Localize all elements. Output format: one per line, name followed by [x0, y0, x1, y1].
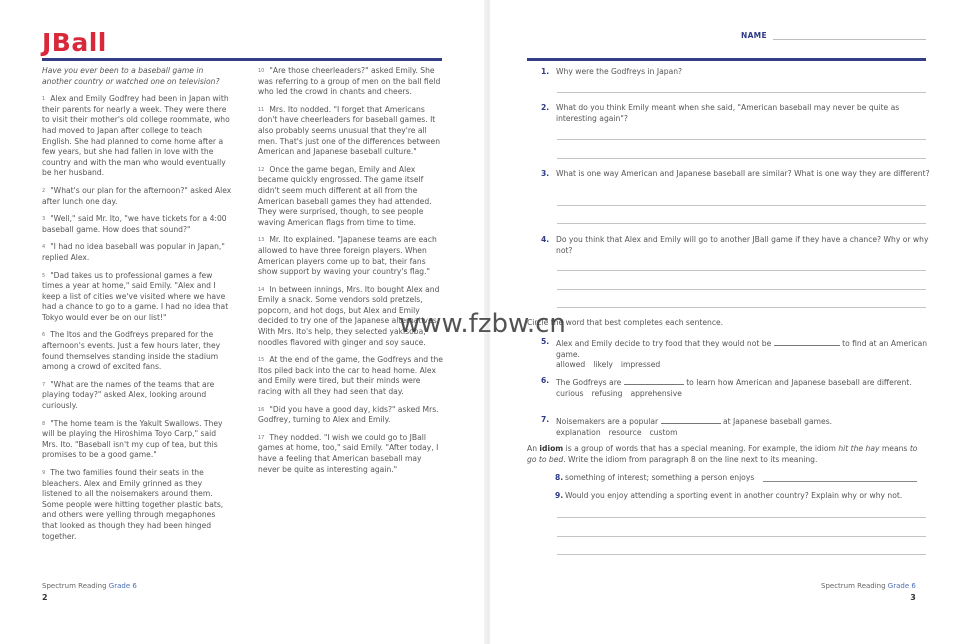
idiom-text: An [527, 444, 540, 453]
answer-line[interactable] [557, 223, 926, 224]
paragraph-text: At the end of the game, the Godfreys and the Itos piled back into the car to head home. Alex and Emily were tired, but their minds were racing with all they had seen that day. [258, 355, 443, 397]
story-paragraph [258, 355, 443, 397]
question-6 [541, 376, 931, 399]
series-name: Spectrum Reading [821, 582, 888, 590]
paragraph-text: "I had no idea baseball was popular in Japan," replied Alex. [42, 242, 225, 262]
answer-line[interactable] [557, 554, 926, 555]
choice-word[interactable]: explanation [556, 427, 601, 437]
question-2 [541, 103, 931, 124]
fill-in-blank[interactable] [774, 337, 840, 346]
sentence-start: Noisemakers are a popular [556, 417, 659, 426]
question-9 [555, 491, 935, 502]
question-text: something of interest; something a person enjoys [565, 473, 755, 482]
paragraph-text: "What's our plan for the afternoon?" asked Alex after lunch one day. [42, 185, 232, 206]
question-number: 3. [541, 169, 550, 178]
paragraph-number: 16 [258, 406, 265, 413]
paragraph-number: 3 [42, 216, 46, 223]
fill-in-blank[interactable] [624, 376, 684, 385]
paragraph-text: "Dad takes us to professional games a few times a year at home," said Emily. "Alex and I keep a list of cities we've visited where we have had a chance to go to a game. I had no idea that Tokyo would ever be on our list!" [42, 270, 229, 322]
question-text: What is one way American and Japanese baseball are similar? What is one way they are different? [556, 169, 930, 178]
word-choices [556, 428, 931, 439]
word-choice-instruction: Circle the word that best completes each sentence. [527, 318, 724, 327]
page-number: 3 [910, 593, 916, 602]
paragraph-text: "Well," said Mr. Ito, "we have tickets for a 4:00 baseball game. How does that sound?" [42, 214, 227, 234]
question-5 [541, 337, 931, 371]
paragraph-number: 5 [42, 272, 46, 279]
question-number: 8. [555, 473, 564, 482]
sentence-start: Alex and Emily decide to try food that they would not be [556, 339, 772, 348]
word-choices [556, 360, 931, 371]
answer-line[interactable] [557, 517, 926, 518]
question-number: 2. [541, 103, 550, 112]
story-paragraph [42, 94, 232, 179]
answer-line[interactable] [557, 92, 926, 93]
idiom-text: is a group of words that has a special meaning. For example, the idiom [563, 444, 839, 453]
left-page-footer [42, 582, 137, 602]
grade-label: Grade 6 [887, 582, 916, 590]
right-page-footer [821, 582, 916, 602]
choice-word[interactable]: apprehensive [630, 388, 682, 398]
story-paragraph [258, 165, 443, 229]
story-paragraph [258, 235, 443, 277]
answer-line[interactable] [557, 270, 926, 271]
story-column-1 [42, 66, 232, 549]
grade-label: Grade 6 [108, 582, 137, 590]
paragraph-text: "Are those cheerleaders?" asked Emily. She was referring to a group of men on the ball field who led the crowd in chants and cheers. [258, 66, 441, 97]
paragraph-text: Once the game began, Emily and Alex became quickly engrossed. The game itself didn't seem much different at all from the American baseball games they had attended. They were surprised, though, to see people waving American flags from time to time. [258, 164, 432, 227]
question-1 [541, 67, 931, 78]
sentence-start: The Godfreys are [556, 378, 622, 387]
idiom-instruction [527, 444, 927, 465]
story-intro: Have you ever been to a baseball game in another country or watched one on television? [42, 66, 220, 86]
idiom-text: . Write the idiom from paragraph 8 on the line next to its meaning. [563, 454, 818, 464]
story-title: JBall [42, 28, 107, 57]
choice-word[interactable]: allowed [556, 360, 586, 370]
paragraph-number: 11 [258, 106, 265, 113]
story-paragraph [258, 405, 443, 426]
questions-rule [527, 58, 926, 61]
story-paragraph [42, 330, 232, 372]
question-number: 7. [541, 415, 550, 424]
series-name: Spectrum Reading [42, 582, 109, 590]
paragraph-number: 17 [258, 434, 265, 441]
question-3 [541, 169, 931, 180]
idiom-example: hit the hay [838, 444, 880, 453]
question-text: What do you think Emily meant when she said, "American baseball may never be quite as interesting again"? [556, 103, 900, 123]
story-paragraph [42, 380, 232, 412]
idiom-answer-line[interactable] [763, 481, 917, 482]
choice-word[interactable]: curious [556, 388, 584, 398]
word-choices [556, 389, 931, 400]
answer-line[interactable] [557, 289, 926, 290]
paragraph-text: "Did you have a good day, kids?" asked Mrs. Godfrey, turning to Alex and Emily. [258, 404, 439, 425]
paragraph-number: 7 [42, 381, 46, 388]
question-4 [541, 235, 931, 256]
answer-line[interactable] [557, 205, 926, 206]
question-8 [555, 473, 945, 484]
story-paragraph [42, 271, 232, 324]
question-number: 9. [555, 491, 564, 500]
story-paragraph [42, 242, 232, 263]
story-column-2 [258, 66, 443, 482]
paragraph-text: The two families found their seats in the bleachers. Alex and Emily grinned as they listened to all the noisemakers around them. Some people were hitting together plastic bats, and others were yelling through megaphones that looked as though they had been hinged together. [42, 468, 224, 541]
name-label: NAME [741, 31, 767, 40]
paragraph-number: 15 [258, 357, 265, 364]
paragraph-number: 9 [42, 470, 46, 476]
fill-in-blank[interactable] [661, 415, 721, 424]
paragraph-number: 1 [42, 96, 46, 103]
paragraph-text: "The home team is the Yakult Swallows. They will be playing the Hiroshima Toyo Carp," said Mrs. Ito. "Baseball isn't my cup of tea, but this promises to be a good game." [42, 418, 223, 460]
question-number: 1. [541, 67, 550, 76]
choice-word[interactable]: refusing [591, 388, 623, 398]
paragraph-text: Alex and Emily Godfrey had been in Japan with their parents for nearly a week. They were there to visit their mother's old college roommate, who had moved to Japan after college to teach English. She had planned to come home after a few years, but she had fallen in love with the country and with the man who would eventually be her husband. [42, 94, 230, 178]
idiom-text: means [879, 444, 910, 453]
answer-line[interactable] [557, 139, 926, 140]
choice-word[interactable]: likely [593, 360, 613, 370]
page-number: 2 [42, 593, 48, 602]
sentence-end: at Japanese baseball games. [723, 417, 833, 426]
paragraph-number: 4 [42, 244, 46, 251]
choice-word[interactable]: resource [608, 427, 642, 437]
answer-line[interactable] [557, 307, 926, 308]
story-paragraph [42, 186, 232, 207]
paragraph-number: 6 [42, 332, 46, 339]
paragraph-text: Mrs. Ito nodded. "I forget that Americans don't have cheerleaders for baseball games. It also probably seems unusual that they're all men. That's just one of the differences between American and Japanese baseball culture." [258, 104, 441, 157]
paragraph-number: 14 [258, 286, 265, 293]
paragraph-text: The Itos and the Godfreys prepared for the afternoon's events. Just a few hours later, they found themselves standing inside the stadium among a crowd of excited fans. [42, 330, 221, 372]
idiom-meaning: to go to bed [527, 444, 918, 464]
question-text: Why were the Godfreys in Japan? [556, 67, 683, 76]
choice-word[interactable]: custom [649, 427, 678, 437]
story-paragraph [42, 419, 232, 461]
story-paragraph [42, 214, 232, 235]
paragraph-number: 12 [258, 166, 265, 173]
story-paragraph [258, 433, 443, 475]
question-number: 5. [541, 337, 550, 346]
sentence-end: to learn how American and Japanese baseball are different. [686, 378, 912, 387]
title-rule [42, 58, 442, 61]
question-number: 4. [541, 235, 550, 244]
question-7 [541, 415, 931, 438]
idiom-term: idiom [539, 444, 564, 453]
paragraph-text: They nodded. "I wish we could go to JBall games at home, too," said Emily. "After today, I have a feeling that American baseball may never be quite as interesting again." [258, 432, 439, 474]
question-text: Would you enjoy attending a sporting event in another country? Explain why or why not. [565, 491, 903, 500]
paragraph-text: In between innings, Mrs. Ito bought Alex and Emily a snack. Some vendors sold pretzels, popcorn, and hot dogs, but Alex and Emily decided to try one of the Japanese alternatives. With Mrs. Ito's help, they selected yakisoba, noodles flavored with ginger and soy sauce. [258, 284, 440, 347]
story-paragraph [258, 105, 443, 158]
paragraph-text: Mr. Ito explained. "Japanese teams are each allowed to have three foreign players. When American players come up to bat, their fans show support by waving your country's flag." [258, 235, 437, 277]
story-paragraph [258, 66, 443, 98]
choice-word[interactable]: impressed [620, 360, 661, 370]
name-input-line[interactable] [773, 39, 926, 40]
paragraph-number: 10 [258, 68, 265, 74]
paragraph-number: 13 [258, 237, 265, 244]
question-number: 6. [541, 376, 550, 385]
paragraph-number: 8 [42, 420, 46, 427]
story-paragraph [42, 468, 232, 542]
watermark-text: www.fzbw.cn [399, 309, 566, 339]
answer-line[interactable] [557, 536, 926, 537]
answer-line[interactable] [557, 158, 926, 159]
question-text: Do you think that Alex and Emily will go to another JBall game if they have a chance? Why or why not? [556, 235, 929, 255]
paragraph-text: "What are the names of the teams that are playing today?" asked Alex, looking around curiously. [42, 379, 215, 411]
sentence-end: to find at an American game. [556, 339, 928, 359]
paragraph-number: 2 [42, 187, 46, 194]
